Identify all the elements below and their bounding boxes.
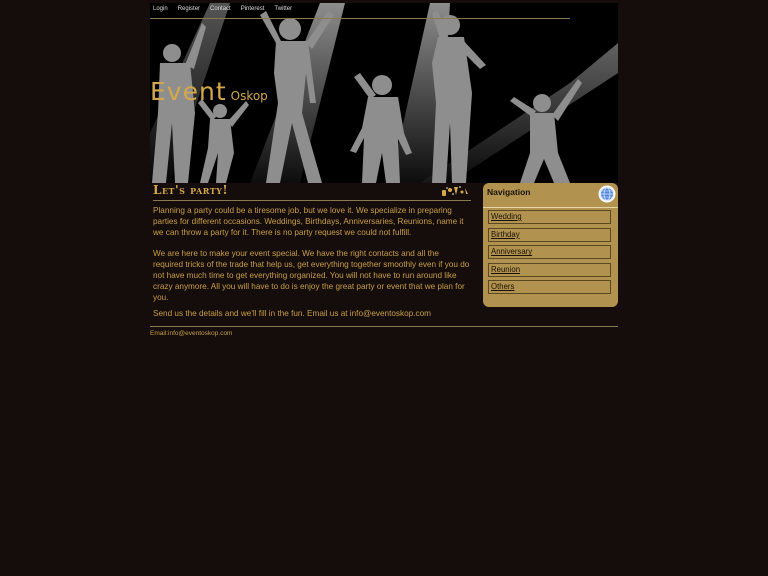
globe-icon — [598, 185, 616, 203]
services-paragraph: We are here to make your event special. We have the right contacts and all the required tricks of the trade that help us, get everything together smoothly even if you do not have much time to get everything organized. You will not have to run around like crazy anymore. All you will have to do is enjoy the great party or event that we plan for you. — [153, 249, 470, 302]
top-nav-register[interactable]: Register — [177, 6, 201, 12]
top-nav — [153, 6, 292, 12]
top-nav-contact[interactable]: Contact — [210, 6, 231, 12]
site-logo[interactable] — [150, 77, 268, 106]
contact-paragraph: Send us the details and we'll fill in the fun. Email us at info@eventoskop.com — [153, 309, 431, 319]
page-title: Let's party! — [153, 183, 229, 197]
logo-word-event: Event — [150, 77, 227, 106]
navigation-divider — [483, 207, 618, 208]
footer-email[interactable]: Email:info@eventoskop.com — [150, 330, 233, 337]
navigation-list — [488, 210, 611, 298]
footer-divider — [150, 326, 618, 327]
intro-paragraph: Planning a party could be a tiresome job, but we love it. We specialize in preparing parties for different occasions. Weddings, Birthdays, Anniversaries, Reunions, name it we can throw a party for it. There is no party request we could not fulfill. — [153, 206, 464, 237]
nav-item-wedding[interactable]: Wedding — [488, 210, 611, 224]
navigation-panel — [483, 183, 618, 307]
header-banner — [150, 3, 618, 183]
main-content — [153, 183, 471, 320]
party-icon — [441, 185, 469, 197]
top-nav-login[interactable]: Login — [153, 6, 168, 12]
top-nav-pinterest[interactable]: Pinterest — [240, 6, 265, 12]
top-nav-twitter[interactable]: Twitter — [274, 6, 293, 12]
nav-item-anniversary[interactable]: Anniversary — [488, 245, 611, 259]
main-title-row — [153, 183, 471, 201]
navigation-title: Navigation — [487, 187, 531, 197]
nav-item-reunion[interactable]: Reunion — [488, 263, 611, 277]
nav-item-others[interactable]: Others — [488, 280, 611, 294]
top-nav-divider — [150, 18, 570, 19]
nav-item-birthday[interactable]: Birthday — [488, 228, 611, 242]
logo-word-oskop: Oskop — [230, 89, 268, 103]
